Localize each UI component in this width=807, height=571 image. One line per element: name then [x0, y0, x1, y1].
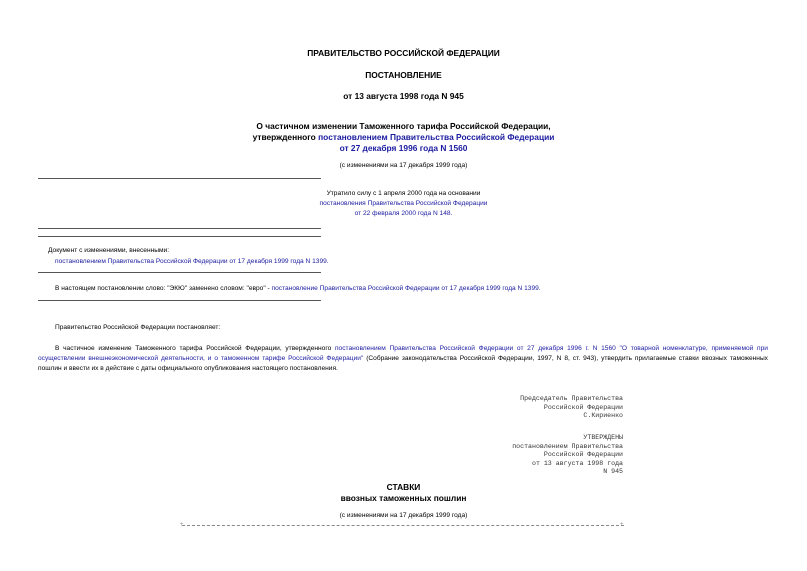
table-top-border: [182, 525, 624, 526]
approval-block: [460, 434, 623, 477]
document-title-line2: [0, 132, 807, 142]
body-decree-link-text: постановлением Правительства Российской Федерации от 27 декабря 1996 г. N 1560 "О товарной номенклатуре, применяемой при осуществлении внешнеэкономической деятельности, и о: [38, 345, 768, 362]
document-date-number: от 13 августа 1998 года N 945: [343, 91, 464, 101]
body-paragraph: [38, 344, 768, 374]
divider: [38, 272, 321, 273]
title-decree-date-link[interactable]: от 27 декабря 1996 года N 1560: [339, 143, 468, 153]
signature-country: Российской Федерации: [543, 403, 623, 411]
divider: [38, 228, 321, 229]
title-prefix: утвержденного: [252, 132, 319, 142]
amend-note: (с изменениями на 17 декабря 1999 года): [339, 162, 468, 169]
approval-decree: постановлением Правительства: [512, 442, 623, 450]
signature-position: Председатель Правительства: [520, 395, 623, 402]
expired-decree-link[interactable]: постановления Правительства Российской Федерации: [319, 200, 488, 207]
expired-decree-date-link[interactable]: от 22 февраля 2000 года N 148.: [354, 210, 453, 217]
title-decree-link[interactable]: постановлением Правительства Российской Федерации: [318, 132, 555, 142]
customs-tariff-link[interactable]: таможенном тарифе Российской Федерации: [220, 355, 361, 362]
replacement-note: [55, 284, 541, 294]
changes-decree-link[interactable]: постановлением Правительства Российской Федерации от 17 декабря 1999 года N 1399.: [55, 258, 329, 265]
government-heading: ПРАВИТЕЛЬСТВО РОССИЙСКОЙ ФЕДЕРАЦИИ: [307, 48, 500, 58]
approval-number: N 945: [603, 468, 623, 476]
approval-title: УТВЕРЖДЕНЫ: [583, 434, 623, 441]
table-corner-right: +: [620, 522, 624, 528]
body-text-a: В частичное изменение Таможенного тарифа Российской Федерации, утвержденного: [55, 345, 335, 352]
rates-subtitle: ввозных таможенных пошлин: [340, 493, 467, 503]
body-text-b: (Собрание законодательства Российской Федерации, 1997, N 8, ст. 943), утвердить прилагаемые ставки ввозных таможенных пошлин и ввести их в действие с даты официального опубликования настоящего постановления.: [38, 355, 768, 372]
body-decree-link-end: ": [360, 355, 364, 362]
divider: [38, 300, 321, 301]
replacement-decree-link[interactable]: постановление Правительства Российской Федерации от 17 декабря 1999 года N 1399.: [271, 285, 541, 292]
body-intro: Правительство Российской Федерации постановляет:: [55, 324, 221, 331]
replacement-text: В настоящем постановлении слово: "ЭКЮ" заменено словом: "евро" -: [55, 285, 272, 292]
expired-note: Утратило силу с 1 апреля 2000 года на основании: [326, 190, 481, 197]
signature-block: [460, 395, 623, 421]
divider: [38, 236, 321, 237]
approval-date: от 13 августа 1998 года: [531, 459, 623, 467]
changes-label: Документ с изменениями, внесенными:: [48, 247, 170, 254]
rates-amend-note: (с изменениями на 17 декабря 1999 года): [339, 512, 468, 519]
divider: [38, 178, 321, 179]
document-type: ПОСТАНОВЛЕНИЕ: [365, 70, 442, 80]
table-corner-left: +: [180, 522, 184, 528]
signature-name: С.Кириенко: [583, 412, 623, 420]
approval-country: Российской Федерации: [543, 451, 623, 459]
rates-title: СТАВКИ: [386, 482, 421, 492]
document-title-line1: О частичном изменении Таможенного тарифа Российской Федерации,: [256, 121, 551, 131]
